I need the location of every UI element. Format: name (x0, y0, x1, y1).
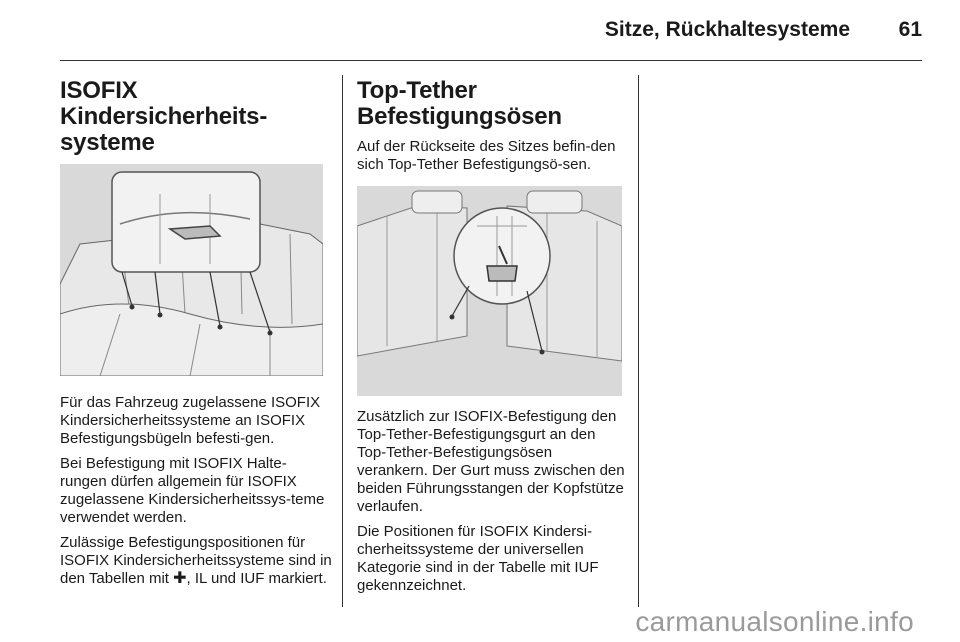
section-heading-isofix: ISOFIX Kindersicherheits-systeme (60, 77, 268, 156)
column-divider-2 (638, 75, 639, 607)
paragraph-text: , IL und IUF markiert. (186, 570, 327, 587)
paragraph: Bei Befestigung mit ISOFIX Halte-rungen dürfen allgemein für ISOFIX zugelassene Kindersicherheitssys-teme verwendet werden. (60, 455, 325, 526)
paragraph-text: Zulässige Befestigungspositionen für ISOFIX Kindersicherheitssysteme sind in den Tabellen mit (60, 534, 332, 587)
left-column (60, 78, 332, 595)
paragraph (60, 534, 332, 588)
plus-icon: ✚ (173, 570, 187, 587)
intro-paragraph: Auf der Rückseite des Sitzes befin-den sich Top-Tether Befestigungsö-sen. (357, 138, 616, 173)
paragraph: Zusätzlich zur ISOFIX-Befestigung den Top-Tether-Befestigungsgurt an den Top-Tether-Befestigungsösen verankern. Der Gurt muss zwischen den beiden Führungsstangen der Kopfstütze verlaufen. (357, 408, 625, 515)
column-divider-1 (342, 75, 343, 607)
page-number: 61 (898, 18, 922, 41)
middle-column (357, 78, 627, 602)
top-tether-illustration (357, 186, 622, 396)
running-header-title: Sitze, Rückhaltesysteme (604, 18, 850, 41)
paragraph: Für das Fahrzeug zugelassene ISOFIX Kindersicherheitssysteme an ISOFIX Befestigungsbügeln befesti-gen. (60, 394, 321, 447)
watermark: carmanualsonline.info (635, 606, 914, 637)
section-heading-top-tether: Top-Tether Befestigungsösen (357, 77, 562, 130)
paragraph: Die Positionen für ISOFIX Kindersi-cherheitssysteme der universellen Kategorie sind in der Tabelle mit IUF gekennzeichnet. (357, 523, 599, 594)
isofix-seat-illustration (60, 164, 323, 376)
header-rule (60, 60, 922, 61)
